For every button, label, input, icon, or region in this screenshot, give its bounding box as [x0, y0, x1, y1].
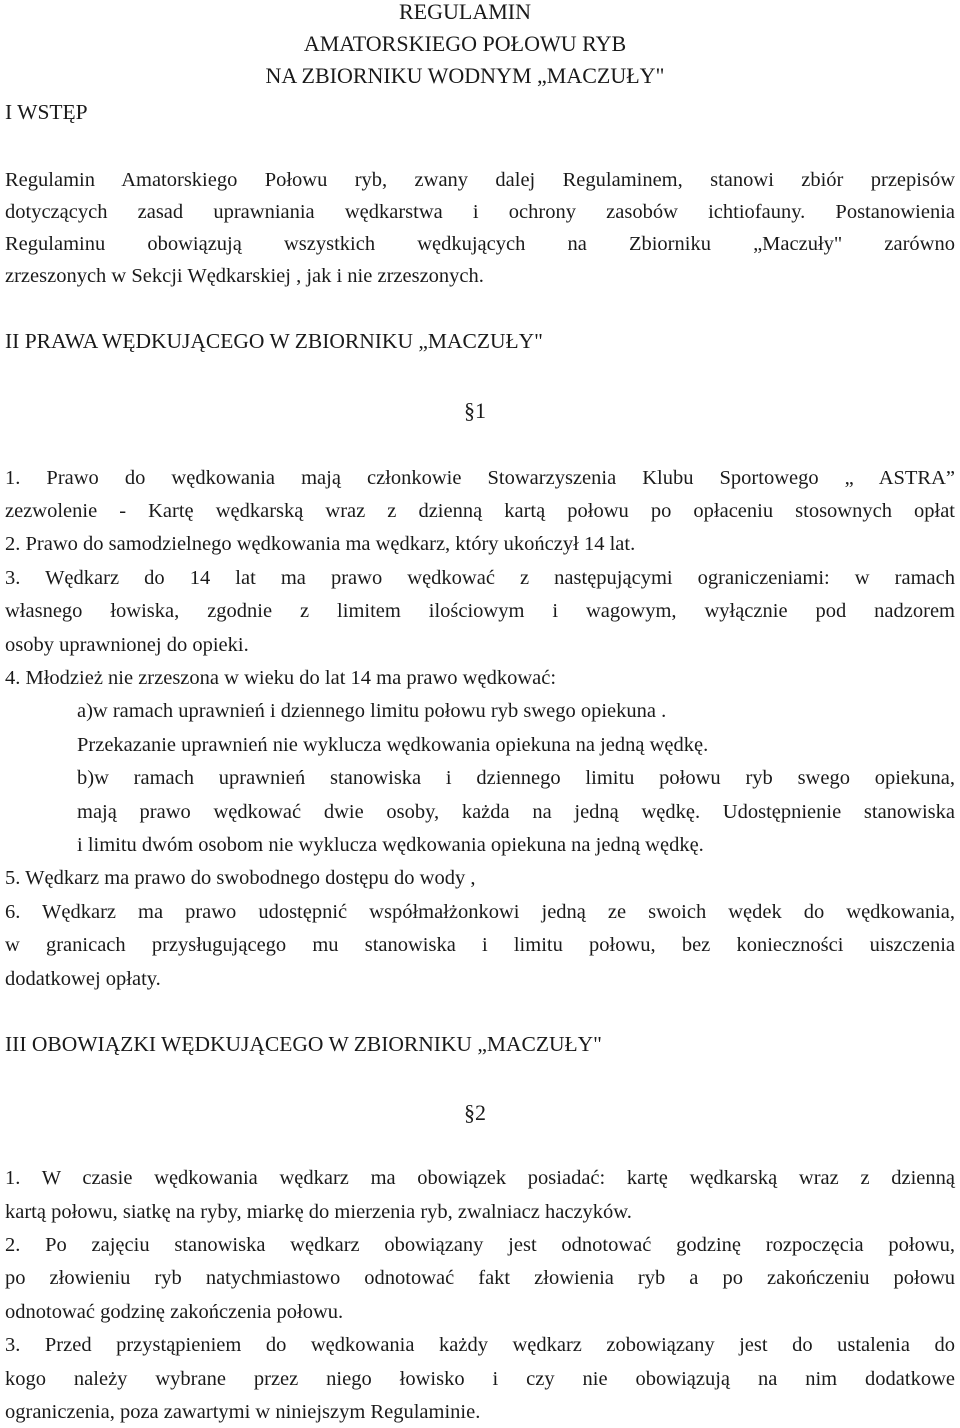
duties-line-4: po złowieniu ryb natychmiastowo odnotować fakt złowienia ryb a po zakończeniu połowu [5, 1267, 955, 1289]
rights-line-4: 3. Wędkarz do 14 lat ma prawo wędkować z następującymi ograniczeniami: w ramach [5, 567, 955, 589]
rights-line-9: Przekazanie uprawnień nie wyklucza wędkowania opiekuna na jedną wędkę. [77, 734, 709, 756]
rights-line-12: i limitu dwóm osobom nie wyklucza wędkowania opiekuna na jedną wędkę. [77, 834, 704, 856]
rights-line-15: w granicach przysługującego mu stanowiska i limitu połowu, bez konieczności uiszczenia [5, 934, 955, 956]
rights-line-13: 5. Wędkarz ma prawo do swobodnego dostępu do wody , [5, 867, 476, 889]
document-title-line-3: NA ZBIORNIKU WODNYM „MACZUŁY" [265, 63, 665, 88]
duties-line-5: odnotować godzinę zakończenia połowu. [5, 1301, 344, 1323]
paragraph-mark-1: §1 [464, 398, 486, 423]
document-title-line-2: AMATORSKIEGO POŁOWU RYB [303, 31, 627, 56]
section-heading-intro: I WSTĘP [5, 100, 88, 124]
duties-line-2: kartą połowu, siatkę na ryby, miarkę do mierzenia ryb, zwalniacz haczyków. [5, 1201, 632, 1223]
rights-line-8: a)w ramach uprawnień i dziennego limitu połowu ryb swego opiekuna . [77, 700, 667, 722]
rights-line-1: 1. Prawo do wędkowania mają członkowie Stowarzyszenia Klubu Sportowego „ ASTRA” [5, 467, 955, 489]
paragraph-mark-2: §2 [464, 1100, 486, 1125]
rights-line-10: b)w ramach uprawnień stanowiska i dziennego limitu połowu ryb swego opiekuna, [77, 767, 955, 789]
section-heading-rights: II PRAWA WĘDKUJĄCEGO W ZBIORNIKU „MACZUŁY" [5, 329, 543, 353]
intro-line-3: Regulaminu obowiązują wszystkich wędkujących na Zbiorniku „Maczuły" zarówno [5, 233, 955, 255]
rights-line-5: własnego łowiska, zgodnie z limitem ilościowym i wagowym, wyłącznie pod nadzorem [5, 600, 955, 622]
duties-line-7: kogo należy wybrane przez niego łowisko i czy nie obowiązują na nim dodatkowe [5, 1368, 955, 1390]
rights-line-14: 6. Wędkarz ma prawo udostępnić współmałżonkowi jedną ze swoich wędek do wędkowania, [5, 901, 955, 923]
duties-line-1: 1. W czasie wędkowania wędkarz ma obowiązek posiadać: kartę wędkarską wraz z dzienną [5, 1167, 955, 1189]
duties-line-6: 3. Przed przystąpieniem do wędkowania każdy wędkarz zobowiązany jest do ustalenia do [5, 1334, 955, 1356]
rights-line-7: 4. Młodzież nie zrzeszona w wieku do lat 14 ma prawo wędkować: [5, 667, 557, 689]
document-title-line-1: REGULAMIN [399, 0, 531, 24]
rights-line-6: osoby uprawnionej do opieki. [5, 634, 249, 656]
intro-line-1: Regulamin Amatorskiego Połowu ryb, zwany dalej Regulaminem, stanowi zbiór przepisów [5, 169, 955, 191]
duties-line-8: ograniczenia, poza zawartymi w niniejszym Regulaminie. [5, 1401, 481, 1423]
duties-line-3: 2. Po zajęciu stanowiska wędkarz obowiązany jest odnotować godzinę rozpoczęcia połowu, [5, 1234, 955, 1256]
rights-line-3: 2. Prawo do samodzielnego wędkowania ma wędkarz, który ukończył 14 lat. [5, 533, 636, 555]
intro-line-2: dotyczących zasad uprawniania wędkarstwa i ochrony zasobów ichtiofauny. Postanowienia [5, 201, 955, 223]
rights-line-16: dodatkowej opłaty. [5, 968, 161, 990]
rights-line-2: zezwolenie - Kartę wędkarską wraz z dzienną kartą połowu po opłaceniu stosownych opłat [5, 500, 955, 522]
section-heading-duties: III OBOWIĄZKI WĘDKUJĄCEGO W ZBIORNIKU „MACZUŁY" [5, 1032, 602, 1056]
rights-line-11: mają prawo wędkować dwie osoby, każda na jedną wędkę. Udostępnienie stanowiska [77, 801, 955, 823]
intro-line-4: zrzeszonych w Sekcji Wędkarskiej , jak i nie zrzeszonych. [5, 265, 484, 287]
